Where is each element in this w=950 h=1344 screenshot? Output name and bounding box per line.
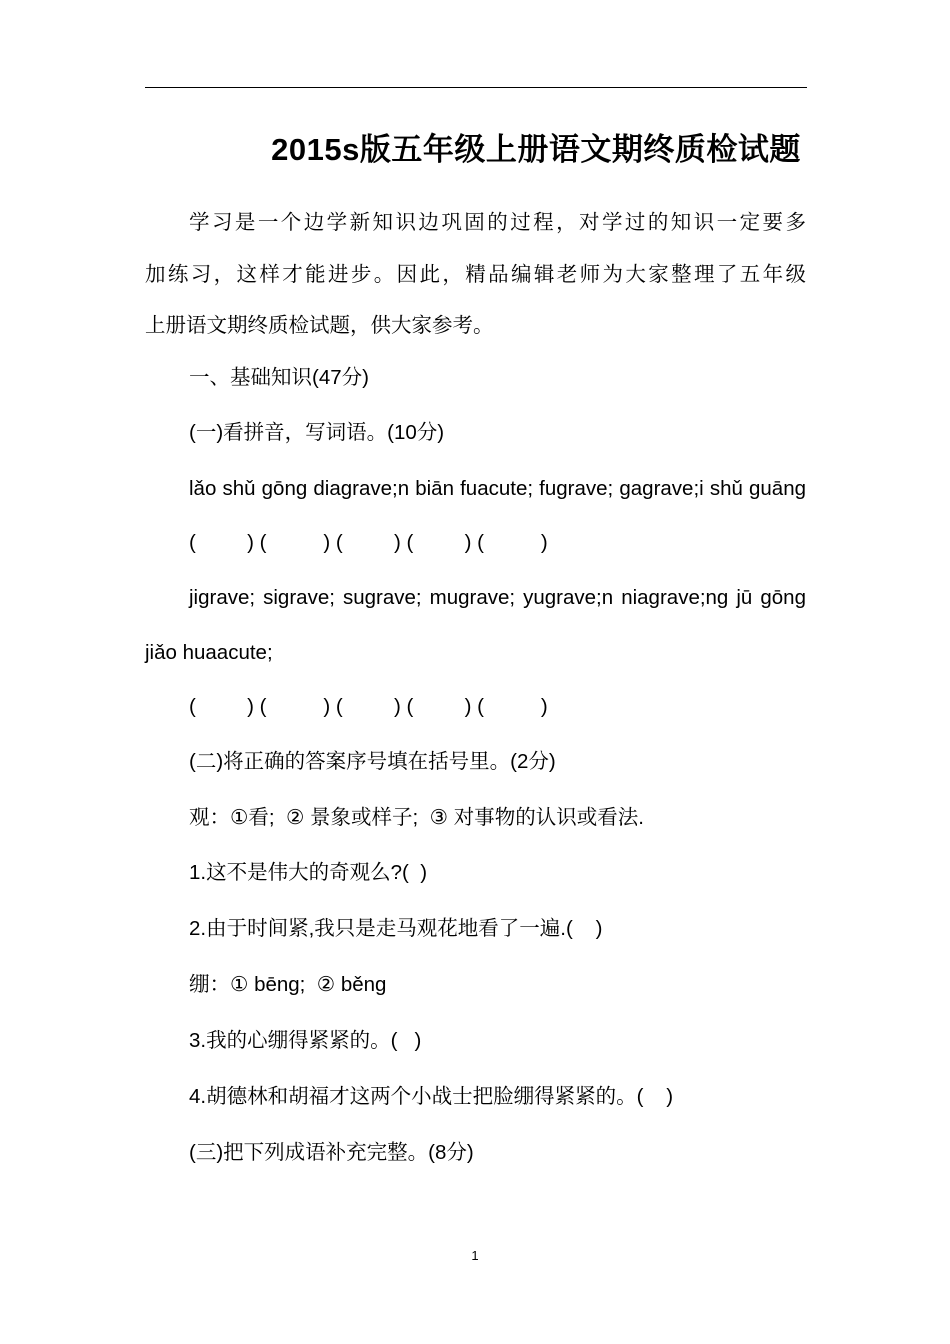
page-number: 1 [471, 1248, 479, 1263]
pinyin-line-2-cont: jiǎo huaacute; [145, 641, 273, 664]
answer-blanks-2: ( ) ( ) ( ) ( ) ( ) [189, 695, 548, 718]
beng-definitions: 绷：① bēng; ② běng [189, 973, 387, 996]
part-heading-1: (一)看拼音，写词语。(10分) [189, 421, 445, 444]
question-4: 4.胡德林和胡福才这两个小战士把脸绷得紧紧的。( ) [189, 1085, 674, 1108]
header-rule [145, 87, 807, 88]
question-3: 3.我的心绷得紧紧的。( ) [189, 1029, 422, 1052]
part-heading-2: (二)将正确的答案序号填在括号里。(2分) [189, 750, 556, 773]
question-1: 1.这不是伟大的奇观么?( ) [189, 861, 428, 884]
section-heading: 一、基础知识(47分) [189, 366, 369, 389]
pinyin-line-1: lǎo shǔ gōng diagrave;n biān fuacute; fugrave; gagrave;i shǔ guāng [189, 477, 806, 500]
guan-definitions: 观：①看; ② 景象或样子; ③ 对事物的认识或看法. [189, 806, 644, 829]
pinyin-line-2: jigrave; sigrave; sugrave; mugrave; yugrave;n niagrave;ng jū gōng [189, 586, 806, 609]
intro-line-1: 学习是一个边学新知识边巩固的过程，对学过的知识一定要多 [189, 211, 806, 234]
intro-line-2: 加练习，这样才能进步。因此，精品编辑老师为大家整理了五年级 [145, 263, 806, 286]
question-2: 2.由于时间紧,我只是走马观花地看了一遍.( ) [189, 917, 603, 940]
part-heading-3: (三)把下列成语补充完整。(8分) [189, 1141, 474, 1164]
page-title: 2015s版五年级上册语文期终质检试题 [271, 132, 801, 167]
intro-line-3: 上册语文期终质检试题，供大家参考。 [145, 314, 494, 337]
answer-blanks-1: ( ) ( ) ( ) ( ) ( ) [189, 531, 548, 554]
